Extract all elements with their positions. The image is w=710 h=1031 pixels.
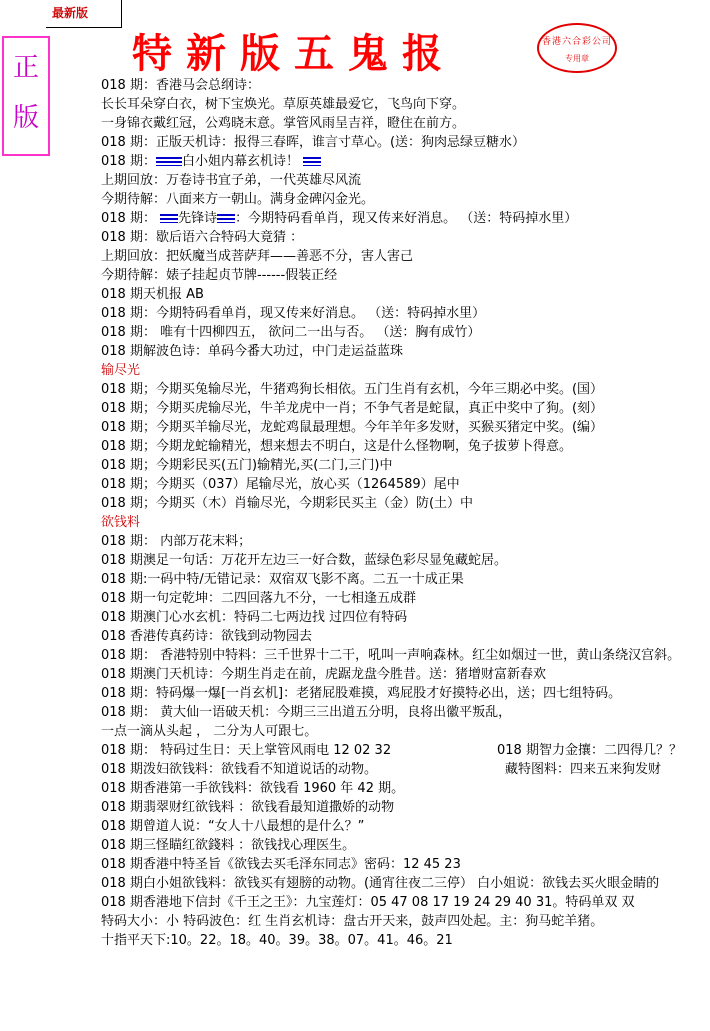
text-line: 018 期三怪瞄红欲錢料 ：欲钱找心理医生。 xyxy=(101,838,356,853)
triple-bar-icon xyxy=(217,214,235,223)
text-line: 018 期天机报 AB xyxy=(101,287,204,302)
text-line: 018 香港传真药诗：欲钱到动物园去 xyxy=(101,629,312,644)
text-line: 018 期： 黄大仙一语破天机：今期三三出道五分明，良将出徽平叛乱， xyxy=(101,705,512,720)
text-line: 今期待解：八面来方一朝山。满身金碑闪金光。 xyxy=(101,192,375,207)
text-line: 018 期：歇后语六合特码大竟猜 ： xyxy=(101,230,304,245)
line-text-right: 018 期智力金攘：二四得几？？ xyxy=(497,743,682,758)
line-text: ：今期特码看单肖，现又传来好消息。 （送：特码掉水里） xyxy=(235,211,578,226)
text-line: 018 期： 香港特别中特料：三千世界十二干，吼叫一声响森林。红尘如烟过一世，黄山条绕汉宫斜。 xyxy=(101,648,681,663)
text-line: 018 期翡翠财红欲钱料 ：欲钱看最知道撒娇的动物 xyxy=(101,800,395,815)
section-heading: 输尽光 xyxy=(101,363,141,378)
text-line: 今期待解：婊子挂起贞节牌------假装正经 xyxy=(101,268,338,283)
text-line xyxy=(101,152,707,171)
text-line: 018 期香港中特圣旨《欲钱去买毛泽东同志》密码：12 45 23 xyxy=(101,857,461,872)
text-line: 018 期香港第一手欲钱料：欲钱看 1960 年 42 期。 xyxy=(101,781,405,796)
genuine-edition-box xyxy=(2,36,50,156)
text-line: 018 期；今期龙蛇输精光，想来想去不明白，这是什么怪物啊，兔子拔萝卜得意。 xyxy=(101,439,572,454)
company-seal-stamp xyxy=(537,23,617,73)
text-line: 上期回放：万卷诗书宜子弟，一代英雄尽风流 xyxy=(101,173,362,188)
line-text: 018 期： 特码过生日：天上掌管风雨电 12 02 32 xyxy=(101,743,392,758)
text-line: 018 期；今期彩民买(五门)输精光,买(二门,三门)中 xyxy=(101,458,393,473)
line-prefix: 018 期： xyxy=(101,211,156,226)
text-line xyxy=(101,741,707,760)
genuine-char-1: 正 xyxy=(12,53,39,83)
text-line: 018 期：香港马会总纲诗： xyxy=(101,78,260,93)
triple-bar-icon xyxy=(303,157,321,166)
content-body xyxy=(101,76,707,950)
text-line: 018 期一句定乾坤：二四回落九不分，一七相逢五成群 xyxy=(101,591,416,606)
text-line: 018 期：今期特码看单肖，现又传来好消息。 （送：特码掉水里） xyxy=(101,306,486,321)
genuine-char-2: 版 xyxy=(12,103,39,133)
text-line: 一身锦衣戴红冠，公鸡晓末意。掌管风雨呈吉祥，瞪住在前方。 xyxy=(101,116,466,131)
text-line: 018 期；今期买（木）肖输尽光，今期彩民买主（金）防(土）中 xyxy=(101,496,474,511)
text-line: 018 期：正版天机诗：报得三春晖，谁言寸草心。(送：狗肉忌绿豆糖水） xyxy=(101,135,526,150)
text-line: 一点一滴从头起 ， 二分为人可跟七。 xyxy=(101,724,318,739)
seal-bottom-text: 专用章 xyxy=(565,54,589,63)
text-line: 018 期香港地下信封《千王之王》：九宝莲灯：05 47 08 17 19 24 29 40 31。特码单双 双 xyxy=(101,895,635,910)
text-line: 018 期澳门天机诗：今期生肖走在前，虎踞龙盘今胜昔。送：猪增财富新春欢 xyxy=(101,667,546,682)
text-line: 018 期： 唯有十四柳四五， 欲问二一出与否。 （送：胸有成竹） xyxy=(101,325,481,340)
text-line: 018 期白小姐欲钱料：欲钱买有翅膀的动物。(通宵往夜二三停） 白小姐说：欲钱去买火眼金睛的 xyxy=(101,876,660,891)
text-line: 长长耳朵穿白衣，树下宝焕光。草原英雄最爱它，飞鸟向下穿。 xyxy=(101,97,466,112)
triple-bar-icon xyxy=(156,157,182,166)
text-line: 018 期澳足一句话：万花开左边三一好合数，蓝绿色彩尽显兔藏蛇居。 xyxy=(101,553,507,568)
text-line: 018 期解波色诗：单码今番大功过，中门走运益蓝珠 xyxy=(101,344,403,359)
text-line: 018 期曾道人说：“女人十八最想的是什么？” xyxy=(101,819,365,834)
text-line: 018 期： 内部万花末料； xyxy=(101,534,252,549)
line-text: 先锋诗 xyxy=(178,211,218,226)
text-line xyxy=(101,760,707,779)
text-line: 018 期；今期买兔输尽光，牛猪鸡狗长相依。五门生肖有玄机，今年三期必中奖。(国） xyxy=(101,382,604,397)
text-line: 018 期；今期买羊输尽光，龙蛇鸡鼠最理想。今年羊年多发财，买猴买猪定中奖。(编） xyxy=(101,420,604,435)
line-prefix: 018 期： xyxy=(101,154,156,169)
section-heading: 欲钱料 xyxy=(101,515,141,530)
seal-top-text: 香港六合彩公司 xyxy=(541,37,612,47)
text-line: 十指平天下:10。22。18。40。39。38。07。41。46。21 xyxy=(101,933,453,948)
triple-bar-icon xyxy=(160,214,178,223)
text-line xyxy=(101,209,707,228)
latest-edition-tag xyxy=(46,0,122,28)
text-line: 018 期:一码中特/无错记录：双宿双飞影不离。二五一十成正果 xyxy=(101,572,464,587)
latest-edition-label: 最新版 xyxy=(52,6,89,20)
text-line: 018 期：特码爆一爆[一肖玄机]：老猪屁股难摸，鸡屁股才好摸特必出，送；四七组特码。 xyxy=(101,686,622,701)
line-text: 白小姐内幕玄机诗！ xyxy=(181,154,299,169)
line-text: 018 期泼妇欲钱料：欲钱看不知道说话的动物。 xyxy=(101,762,377,777)
text-line: 018 期；今期买虎输尽光，牛羊龙虎中一肖；不争气者是蛇鼠，真正中奖中了狗。(刻） xyxy=(101,401,604,416)
text-line: 018 期澳门心水玄机：特码二七两边找 过四位有特码 xyxy=(101,610,408,625)
page-title: 特新版五鬼报 xyxy=(132,30,456,77)
text-line: 上期回放：把妖魔当成菩萨拜——善恶不分，害人害己 xyxy=(101,249,414,264)
line-text-right: 藏特图料：四来五来狗发财 xyxy=(505,762,662,777)
text-line: 018 期；今期买（037）尾输尽光，放心买（1264589）尾中 xyxy=(101,477,460,492)
text-line: 特码大小：小 特码波色：红 生肖玄机诗：盘古开天来，鼓声四处起。主：狗马蛇羊猪。 xyxy=(101,914,604,929)
